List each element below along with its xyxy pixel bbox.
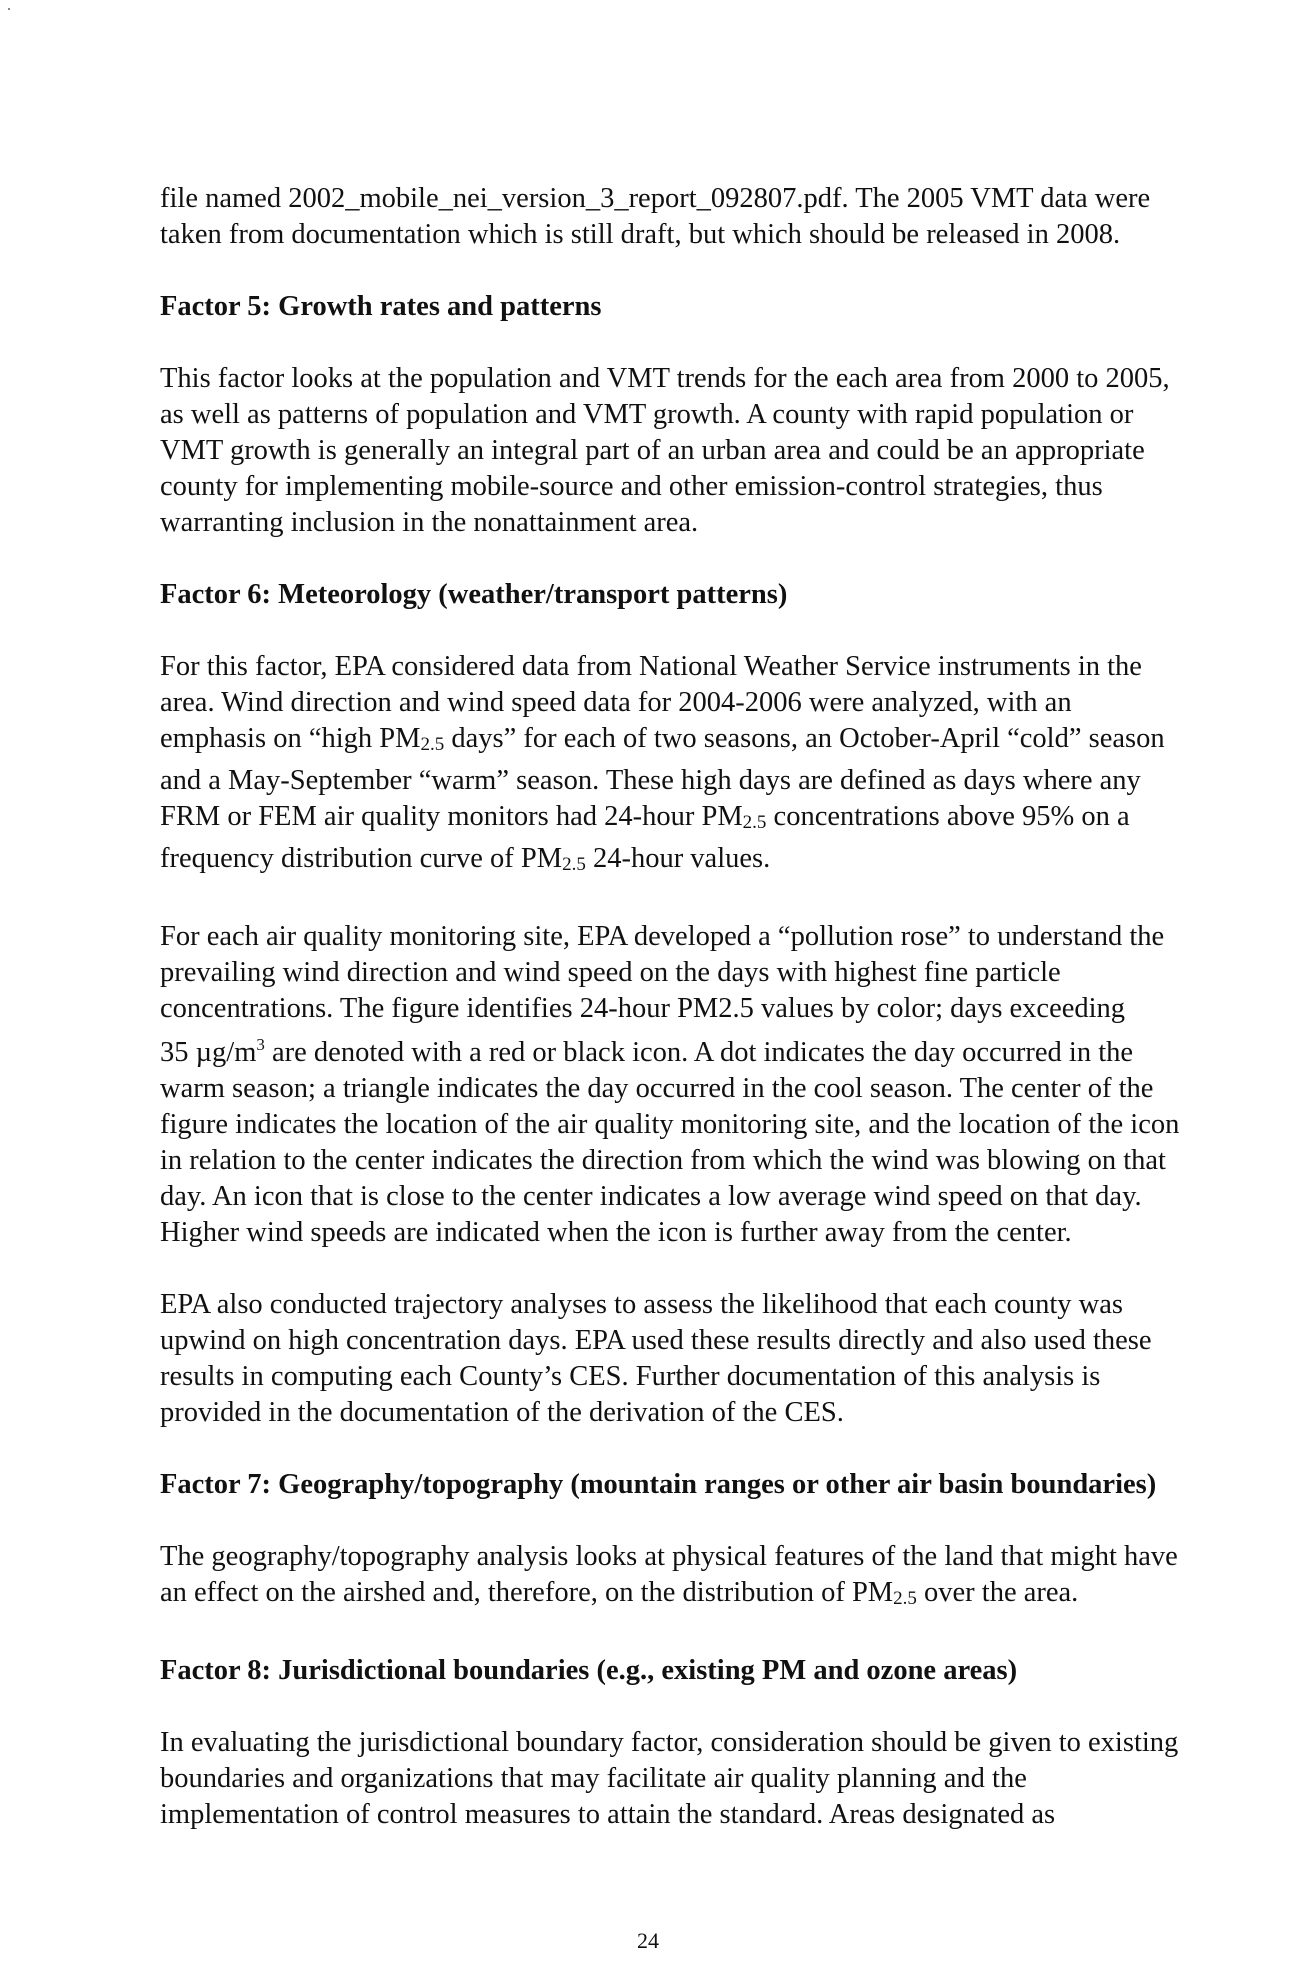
text-line: This factor looks at the population and VMT trends for the each area from 2000 to 2005, (160, 363, 1170, 394)
text-line: VMT growth is generally an integral part of an urban area and could be an appropriate (160, 435, 1145, 466)
text-line: taken from documentation which is still draft, but which should be released in 2008. (160, 219, 1121, 250)
text-line: implementation of control measures to attain the standard. Areas designated as (160, 1799, 1056, 1830)
text-line: FRM or FEM air quality monitors had 24-hour PM2.5 concentrations above 95% on a (160, 801, 1130, 833)
text-line: warm season; a triangle indicates the day occurred in the cool season. The center of the (160, 1073, 1154, 1104)
text-line: concentrations. The figure identifies 24-hour PM2.5 values by color; days exceeding (160, 993, 1126, 1024)
text-line: 35 $\mu g/m^3$ are denoted with a red or black icon. A dot indicates the day occurred in the (160, 1035, 1134, 1068)
page-number: 24 (637, 1928, 659, 1953)
text-line: county for implementing mobile-source and other emission-control strategies, thus (160, 471, 1103, 502)
text-line: In evaluating the jurisdictional boundary factor, consideration should be given to existing (160, 1727, 1179, 1758)
text-line: prevailing wind direction and wind speed on the days with highest fine particle (160, 957, 1061, 988)
text-line: emphasis on “high PM2.5 days” for each of two seasons, an October-April “cold” season (160, 723, 1165, 755)
text-line: figure indicates the location of the air quality monitoring site, and the location of the icon (160, 1109, 1180, 1140)
text-line: as well as patterns of population and VMT growth. A county with rapid population or (160, 399, 1134, 430)
text-line: upwind on high concentration days. EPA used these results directly and also used these (160, 1325, 1152, 1356)
text-line: and a May-September “warm” season. These high days are defined as days where any (160, 765, 1141, 796)
text-line: area. Wind direction and wind speed data for 2004-2006 were analyzed, with an (160, 687, 1072, 718)
paragraph-meteorology (160, 649, 1295, 883)
heading-factor-6: Factor 6: Meteorology (weather/transport patterns) (160, 579, 788, 610)
text-line: day. An icon that is close to the center indicates a low average wind speed on that day. (160, 1181, 1142, 1212)
text-line: The geography/topography analysis looks at physical features of the land that might have (160, 1541, 1178, 1572)
text-line: For this factor, EPA considered data from National Weather Service instruments in the (160, 651, 1142, 682)
text-line: results in computing each County’s CES. Further documentation of this analysis is (160, 1361, 1101, 1392)
text-line: For each air quality monitoring site, EPA developed a “pollution rose” to understand the (160, 921, 1165, 952)
paragraph-growth-rates (160, 361, 1295, 541)
text-line: frequency distribution curve of PM2.5 24-hour values. (160, 843, 771, 875)
document-body (160, 181, 1295, 1833)
paragraph-trajectory (160, 1287, 1295, 1431)
paragraph-pollution-rose (160, 919, 1295, 1251)
paragraph-geography (160, 1539, 1295, 1617)
text-line: in relation to the center indicates the direction from which the wind was blowing on that (160, 1145, 1166, 1176)
paragraph-jurisdiction (160, 1725, 1295, 1833)
text-line: boundaries and organizations that may facilitate air quality planning and the (160, 1763, 1027, 1794)
text-line: warranting inclusion in the nonattainment area. (160, 507, 699, 538)
text-line: provided in the documentation of the derivation of the CES. (160, 1397, 844, 1428)
text-line: file named 2002_mobile_nei_version_3_report_092807.pdf. The 2005 VMT data were (160, 183, 1151, 214)
heading-factor-8: Factor 8: Jurisdictional boundaries (e.g., existing PM and ozone areas) (160, 1655, 1018, 1686)
paragraph-vmt-source (160, 181, 1295, 253)
text-line: an effect on the airshed and, therefore, on the distribution of PM2.5 over the area. (160, 1577, 1079, 1609)
heading-factor-5: Factor 5: Growth rates and patterns (160, 291, 602, 322)
heading-factor-7: Factor 7: Geography/topography (mountain ranges or other air basin boundaries) (160, 1469, 1157, 1500)
text-line: EPA also conducted trajectory analyses to assess the likelihood that each county was (160, 1289, 1123, 1320)
scan-speck (8, 8, 10, 10)
text-line: Higher wind speeds are indicated when the icon is further away from the center. (160, 1217, 1072, 1248)
